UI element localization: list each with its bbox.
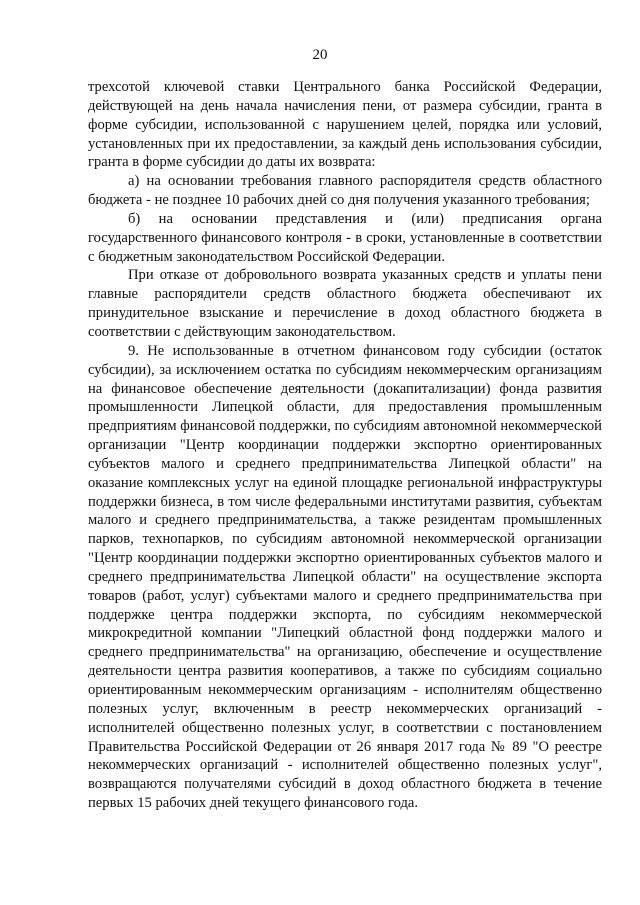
document-body	[88, 78, 602, 813]
paragraph-clause-9: 9. Не использованные в отчетном финансовом году субсидии (остаток субсидии), за исключением остатка по субсидиям некоммерческим организациям на финансовое обеспечение деятельности (докапитализации) фонда развития промышленности Липецкой области, для предоставления промышленным предприятиям финансовой поддержки, по субсидиям автономной некоммерческой организации "Центр координации поддержки экспортно ориентированных субъектов малого и среднего предпринимательства Липецкой области" на оказание комплексных услуг на единой площадке региональной инфраструктуры поддержки бизнеса, в том числе федеральными институтами развития, субъектам малого и среднего предпринимательства, а также резидентам промышленных парков, технопарков, по субсидиям автономной некоммерческой организации "Центр координации поддержки экспортно ориентированных субъектов малого и среднего предпринимательства Липецкой области" на осуществление экспорта товаров (работ, услуг) субъектами малого и среднего предпринимательства при поддержке центра поддержки экспорта, по субсидиям некоммерческой микрокредитной компании "Липецкий областной фонд поддержки малого и среднего предпринимательства" на организацию, обеспечение и осуществление деятельности центра развития кооперативов, а также по субсидиям социально ориентированным некоммерческим организациям - исполнителям общественно полезных услуг, включенным в реестр некоммерческих организаций - исполнителей общественно полезных услуг, в соответствии с постановлением Правительства Российской Федерации от 26 января 2017 года № 89 "О реестре некоммерческих организаций - исполнителей общественно полезных услуг", возвращаются получателями субсидий в доход областного бюджета в течение первых 15 рабочих дней текущего финансового года.	[88, 342, 602, 812]
paragraph-refusal: При отказе от добровольного возврата указанных средств и уплаты пени главные распорядители средств областного бюджета обеспечивают их принудительное взыскание и перечисление в доход областного бюджета в соответствии с действующим законодательством.	[88, 267, 602, 340]
paragraph-continuation: трехсотой ключевой ставки Центрального банка Российской Федерации, действующей на день начала начисления пени, от размера субсидии, гранта в форме субсидии, использованной с нарушением целей, порядка или условий, установленных при их предоставлении, за каждый день использования субсидии, гранта в форме субсидии до даты их возврата:	[88, 79, 602, 171]
paragraph-item-b: б) на основании представления и (или) предписания органа государственного финансового контроля - в сроки, установленные в соответствии с бюджетным законодательством Российской Федерации.	[88, 210, 602, 265]
page-number: 20	[312, 47, 328, 63]
paragraph-item-a: а) на основании требования главного распорядителя средств областного бюджета - не позднее 10 рабочих дней со дня получения указанного требования;	[88, 173, 602, 209]
